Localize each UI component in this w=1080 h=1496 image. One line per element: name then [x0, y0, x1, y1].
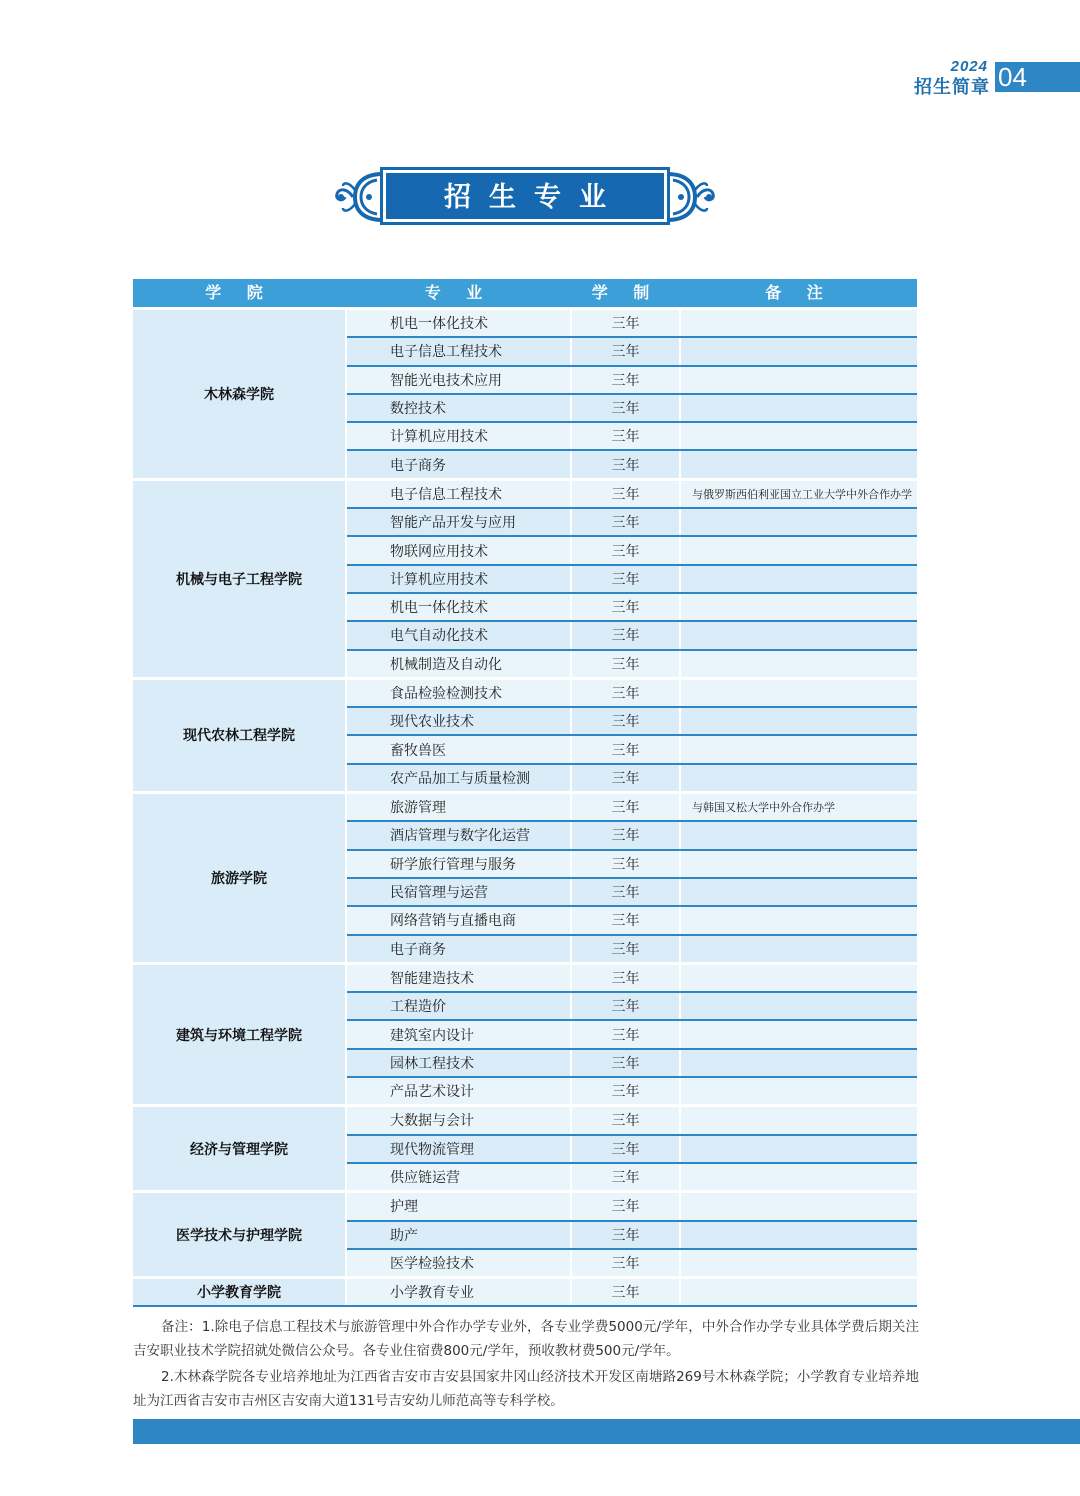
remark-cell [681, 936, 917, 962]
remark-cell [681, 736, 917, 762]
table-row [347, 1078, 917, 1104]
major-cell: 电子信息工程技术 [347, 338, 570, 364]
duration-cell: 三年 [572, 594, 679, 620]
header-college: 学 院 [205, 283, 273, 302]
remark-cell [681, 367, 917, 393]
table-row [347, 1222, 917, 1250]
remark-cell [681, 622, 917, 648]
table-row [347, 367, 917, 395]
table-row [347, 879, 917, 907]
college-group [133, 965, 917, 1104]
major-cell: 机械制造及自动化 [347, 651, 570, 677]
remark-cell [681, 1050, 917, 1076]
header-duration: 学 制 [591, 283, 660, 302]
remark-cell [681, 1107, 917, 1133]
major-cell: 民宿管理与运营 [347, 879, 570, 905]
college-name: 医学技术与护理学院 [133, 1193, 345, 1276]
section-title-box [383, 170, 667, 222]
table-row [347, 1050, 917, 1078]
header-remark: 备 注 [765, 283, 833, 302]
major-cell: 工程造价 [347, 993, 570, 1019]
table-row [347, 851, 917, 879]
table-body [133, 310, 917, 1305]
section-title-banner [333, 168, 717, 226]
table-row [347, 1136, 917, 1164]
remark-cell [681, 879, 917, 905]
duration-cell: 三年 [572, 936, 679, 962]
duration-cell: 三年 [572, 736, 679, 762]
duration-cell: 三年 [572, 310, 679, 336]
header-title: 招生简章 [914, 77, 990, 98]
major-cell: 酒店管理与数字化运营 [347, 822, 570, 848]
major-cell: 小学教育专业 [347, 1279, 570, 1305]
header-major: 专 业 [424, 283, 493, 302]
duration-cell: 三年 [572, 680, 679, 706]
remark-cell [681, 1250, 917, 1276]
duration-cell: 三年 [572, 537, 679, 563]
major-rows [347, 794, 917, 962]
remark-cell [681, 338, 917, 364]
major-cell: 建筑室内设计 [347, 1021, 570, 1047]
duration-cell: 三年 [572, 1279, 679, 1305]
college-group [133, 481, 917, 677]
major-cell: 研学旅行管理与服务 [347, 851, 570, 877]
major-cell: 电子商务 [347, 936, 570, 962]
college-name: 小学教育学院 [133, 1279, 345, 1305]
major-cell: 智能光电技术应用 [347, 367, 570, 393]
duration-cell: 三年 [572, 1250, 679, 1276]
college-name: 建筑与环境工程学院 [133, 965, 345, 1104]
major-cell: 食品检验检测技术 [347, 680, 570, 706]
remark-cell [681, 1279, 917, 1305]
college-group [133, 1279, 917, 1305]
college-group [133, 1193, 917, 1276]
remark-cell [681, 851, 917, 877]
table-row [347, 509, 917, 537]
college-name: 木林森学院 [133, 310, 345, 478]
duration-cell: 三年 [572, 622, 679, 648]
duration-cell: 三年 [572, 822, 679, 848]
duration-cell: 三年 [572, 1078, 679, 1104]
college-name: 旅游学院 [133, 794, 345, 962]
remark-cell [681, 822, 917, 848]
remark-cell: 与韩国又松大学中外合作办学 [681, 794, 917, 820]
table-row [347, 965, 917, 993]
table-row [347, 736, 917, 764]
ornament-left-icon [333, 168, 385, 226]
duration-cell: 三年 [572, 1193, 679, 1219]
section-title: 招生专业 [444, 182, 624, 213]
remark-cell [681, 1136, 917, 1162]
major-cell: 畜牧兽医 [347, 736, 570, 762]
table-row [347, 1193, 917, 1221]
table-row [347, 822, 917, 850]
note-2: 2.木林森学院各专业培养地址为江西省吉安市吉安县国家井冈山经济技术开发区南塘路269号木林森学院；小学教育专业培养地址为江西省吉安市吉州区吉安南大道131号吉安幼儿师范高等专科学校。 [133, 1369, 919, 1409]
major-cell: 旅游管理 [347, 794, 570, 820]
remark-cell [681, 907, 917, 933]
major-rows [347, 1279, 917, 1305]
table-row [347, 1164, 917, 1190]
notes [133, 1315, 919, 1415]
duration-cell: 三年 [572, 423, 679, 449]
major-rows [347, 310, 917, 478]
table-row [347, 310, 917, 338]
duration-cell: 三年 [572, 509, 679, 535]
duration-cell: 三年 [572, 1021, 679, 1047]
remark-cell [681, 1222, 917, 1248]
major-cell: 计算机应用技术 [347, 423, 570, 449]
major-cell: 助产 [347, 1222, 570, 1248]
duration-cell: 三年 [572, 1164, 679, 1190]
duration-cell: 三年 [572, 395, 679, 421]
remark-cell [681, 451, 917, 477]
remark-cell [681, 965, 917, 991]
table-row [347, 338, 917, 366]
table-row [347, 566, 917, 594]
remark-cell [681, 993, 917, 1019]
college-name: 经济与管理学院 [133, 1107, 345, 1190]
college-group [133, 680, 917, 791]
duration-cell: 三年 [572, 794, 679, 820]
major-rows [347, 481, 917, 677]
duration-cell: 三年 [572, 451, 679, 477]
remark-cell [681, 423, 917, 449]
remark-cell [681, 765, 917, 791]
major-cell: 计算机应用技术 [347, 566, 570, 592]
remark-cell [681, 537, 917, 563]
table-header [133, 279, 917, 307]
college-group [133, 794, 917, 962]
table-row [347, 1107, 917, 1135]
table-row [347, 481, 917, 509]
duration-cell: 三年 [572, 993, 679, 1019]
footer-bar [133, 1419, 1080, 1444]
major-cell: 电子商务 [347, 451, 570, 477]
major-cell: 园林工程技术 [347, 1050, 570, 1076]
table-row [347, 1250, 917, 1276]
table-row [347, 423, 917, 451]
table-row [347, 936, 917, 962]
remark-cell [681, 651, 917, 677]
duration-cell: 三年 [572, 851, 679, 877]
remark-cell: 与俄罗斯西伯利亚国立工业大学中外合作办学 [681, 481, 917, 507]
table-bottom-rule [133, 1305, 917, 1307]
remark-cell [681, 310, 917, 336]
header-year: 2024 [950, 58, 988, 75]
major-cell: 供应链运营 [347, 1164, 570, 1190]
duration-cell: 三年 [572, 1136, 679, 1162]
table-row [347, 537, 917, 565]
major-cell: 机电一体化技术 [347, 594, 570, 620]
remark-cell [681, 1021, 917, 1047]
duration-cell: 三年 [572, 765, 679, 791]
duration-cell: 三年 [572, 367, 679, 393]
table-row [347, 1279, 917, 1305]
duration-cell: 三年 [572, 1050, 679, 1076]
ornament-right-icon [665, 168, 717, 226]
duration-cell: 三年 [572, 566, 679, 592]
college-name: 机械与电子工程学院 [133, 481, 345, 677]
remark-cell [681, 594, 917, 620]
table-row [347, 451, 917, 477]
major-cell: 农产品加工与质量检测 [347, 765, 570, 791]
remark-cell [681, 1164, 917, 1190]
table-row [347, 651, 917, 677]
major-cell: 物联网应用技术 [347, 537, 570, 563]
remark-cell [681, 509, 917, 535]
duration-cell: 三年 [572, 879, 679, 905]
major-cell: 现代物流管理 [347, 1136, 570, 1162]
duration-cell: 三年 [572, 481, 679, 507]
duration-cell: 三年 [572, 708, 679, 734]
remark-cell [681, 1193, 917, 1219]
major-cell: 网络营销与直播电商 [347, 907, 570, 933]
remark-cell [681, 708, 917, 734]
remark-cell [681, 680, 917, 706]
major-cell: 电气自动化技术 [347, 622, 570, 648]
duration-cell: 三年 [572, 1107, 679, 1133]
table-row [347, 1021, 917, 1049]
duration-cell: 三年 [572, 1222, 679, 1248]
duration-cell: 三年 [572, 338, 679, 364]
table-row [347, 680, 917, 708]
page-number: 04 [998, 62, 1027, 92]
major-cell: 电子信息工程技术 [347, 481, 570, 507]
major-cell: 智能建造技术 [347, 965, 570, 991]
table-row [347, 622, 917, 650]
major-cell: 产品艺术设计 [347, 1078, 570, 1104]
major-rows [347, 680, 917, 791]
remark-cell [681, 1078, 917, 1104]
duration-cell: 三年 [572, 907, 679, 933]
major-cell: 医学检验技术 [347, 1250, 570, 1276]
major-cell: 现代农业技术 [347, 708, 570, 734]
major-cell: 护理 [347, 1193, 570, 1219]
table-row [347, 794, 917, 822]
college-group [133, 310, 917, 478]
table-row [347, 594, 917, 622]
major-rows [347, 965, 917, 1104]
college-name: 现代农林工程学院 [133, 680, 345, 791]
table-row [347, 765, 917, 791]
table-row [347, 708, 917, 736]
major-rows [347, 1107, 917, 1190]
major-cell: 机电一体化技术 [347, 310, 570, 336]
table-row [347, 395, 917, 423]
table-row [347, 993, 917, 1021]
duration-cell: 三年 [572, 965, 679, 991]
remark-cell [681, 395, 917, 421]
major-cell: 数控技术 [347, 395, 570, 421]
major-cell: 智能产品开发与应用 [347, 509, 570, 535]
college-group [133, 1107, 917, 1190]
note-1: 备注：1.除电子信息工程技术与旅游管理中外合作办学专业外，各专业学费5000元/学年，中外合作办学专业具体学费后期关注吉安职业技术学院招就处微信公众号。各专业住宿费800元/学年，预收教材费500元/学年。 [133, 1319, 919, 1359]
major-rows [347, 1193, 917, 1276]
duration-cell: 三年 [572, 651, 679, 677]
major-cell: 大数据与会计 [347, 1107, 570, 1133]
majors-table [133, 279, 917, 1307]
table-row [347, 907, 917, 935]
remark-cell [681, 566, 917, 592]
